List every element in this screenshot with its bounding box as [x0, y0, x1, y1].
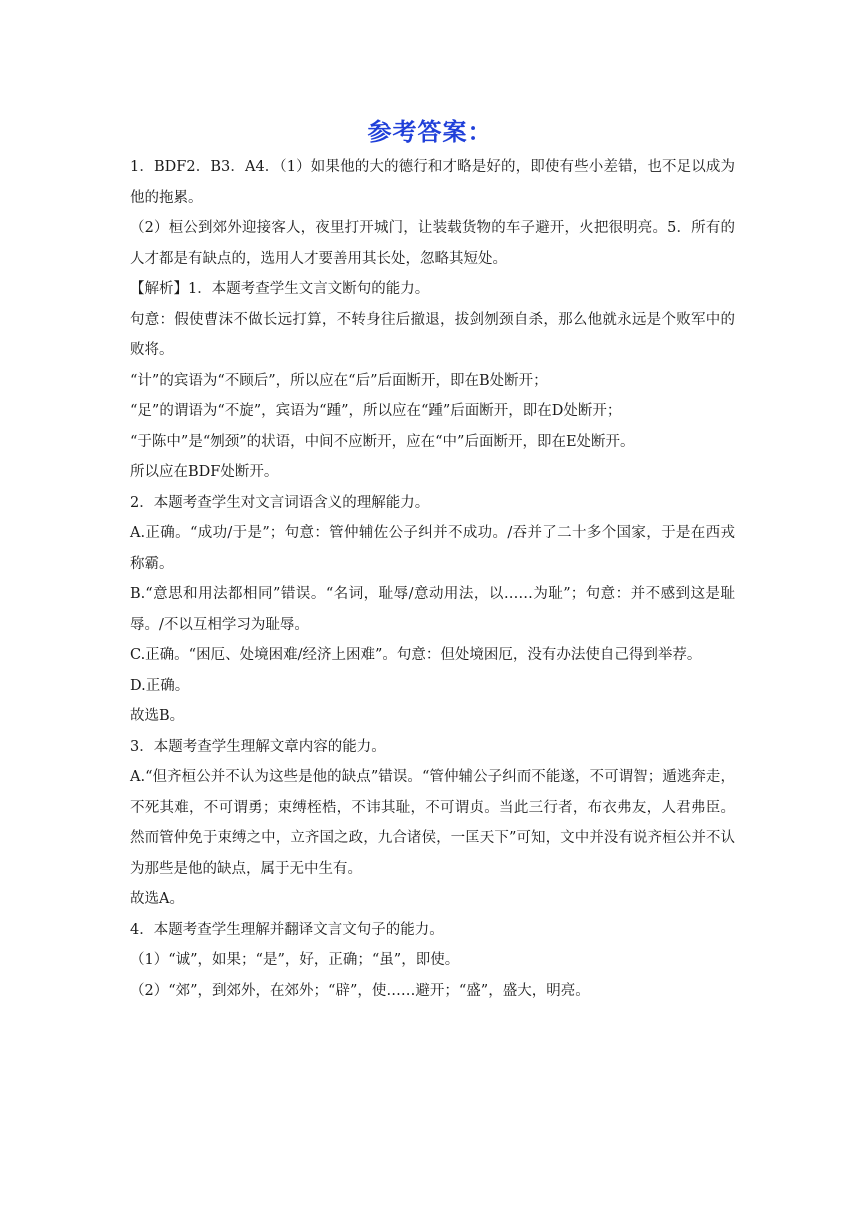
- analysis-paragraph: D.正确。: [130, 677, 190, 694]
- analysis-paragraph: 故选A。: [130, 891, 184, 907]
- analysis-paragraph: “计”的宾语为“不顾后”，所以应在“后”后面断开，即在B处断开；: [130, 372, 548, 389]
- analysis-paragraph: A.“但齐桓公并不认为这些是他的缺点”错误。“管仲辅公子纠而不能遂，不可谓智；遁逃奔走，不死其难，不可谓勇；束缚桎梏，不讳其耻，不可谓贞。当此三行者，布衣弗友，人君弗臣。然而管仲免于束缚之中，立齐国之政，九合诸侯，一匡天下”可知，文中并没有说齐桓公并不认为那些是他的缺点，属于无中生有。: [130, 769, 735, 877]
- page-title: 参考答案：: [367, 118, 493, 146]
- analysis-paragraph: 2．本题考查学生对文言词语含义的理解能力。: [130, 494, 430, 511]
- answer-body: [130, 152, 735, 1006]
- answer-summary-line: 1．BDF2．B3．A4．（1）如果他的大的德行和才略是好的，即使有些小差错，也不足以成为他的拖累。: [130, 159, 735, 206]
- analysis-paragraph: 故选B。: [130, 708, 185, 724]
- analysis-paragraph: 句意：假使曹沫不做长远打算，不转身往后撤退，拔剑刎颈自杀，那么他就永远是个败军中的败将。: [130, 311, 735, 358]
- analysis-paragraph: 3．本题考查学生理解文章内容的能力。: [130, 738, 386, 755]
- analysis-paragraph: C.正确。“困厄、处境困难/经济上困难”。句意：但处境困厄，没有办法使自己得到举荐。: [130, 647, 702, 663]
- analysis-paragraph: B.“意思和用法都相同”错误。“名词，耻辱/意动用法，以……为耻”；句意：并不感到这是耻辱。/不以互相学习为耻辱。: [130, 586, 735, 633]
- analysis-paragraph: 4．本题考查学生理解并翻译文言文句子的能力。: [130, 921, 444, 938]
- analysis-heading: 【解析】1．本题考查学生文言文断句的能力。: [130, 281, 430, 297]
- analysis-paragraph: A.正确。“成功/于是”；句意：管仲辅佐公子纠并不成功。/吞并了二十多个国家，于是在西戎称霸。: [130, 525, 735, 572]
- analysis-paragraph: （2）“郊”，到郊外，在郊外；“辟”，使……避开；“盛”，盛大，明亮。: [130, 982, 590, 999]
- analysis-paragraph: “于陈中”是“刎颈”的状语，中间不应断开，应在“中”后面断开，即在E处断开。: [130, 433, 635, 450]
- analysis-paragraph: 所以应在BDF处断开。: [130, 464, 279, 480]
- analysis-paragraph: “足”的谓语为“不旋”，宾语为“踵”，所以应在“踵”后面断开，即在D处断开；: [130, 403, 622, 419]
- answer-summary-line: （2）桓公到郊外迎接客人，夜里打开城门，让装载货物的车子避开，火把很明亮。5．所有的人才都是有缺点的，选用人才要善用其长处，忽略其短处。: [130, 220, 735, 267]
- analysis-paragraph: （1）“诚”，如果；“是”，好，正确；“虽”，即使。: [130, 952, 460, 968]
